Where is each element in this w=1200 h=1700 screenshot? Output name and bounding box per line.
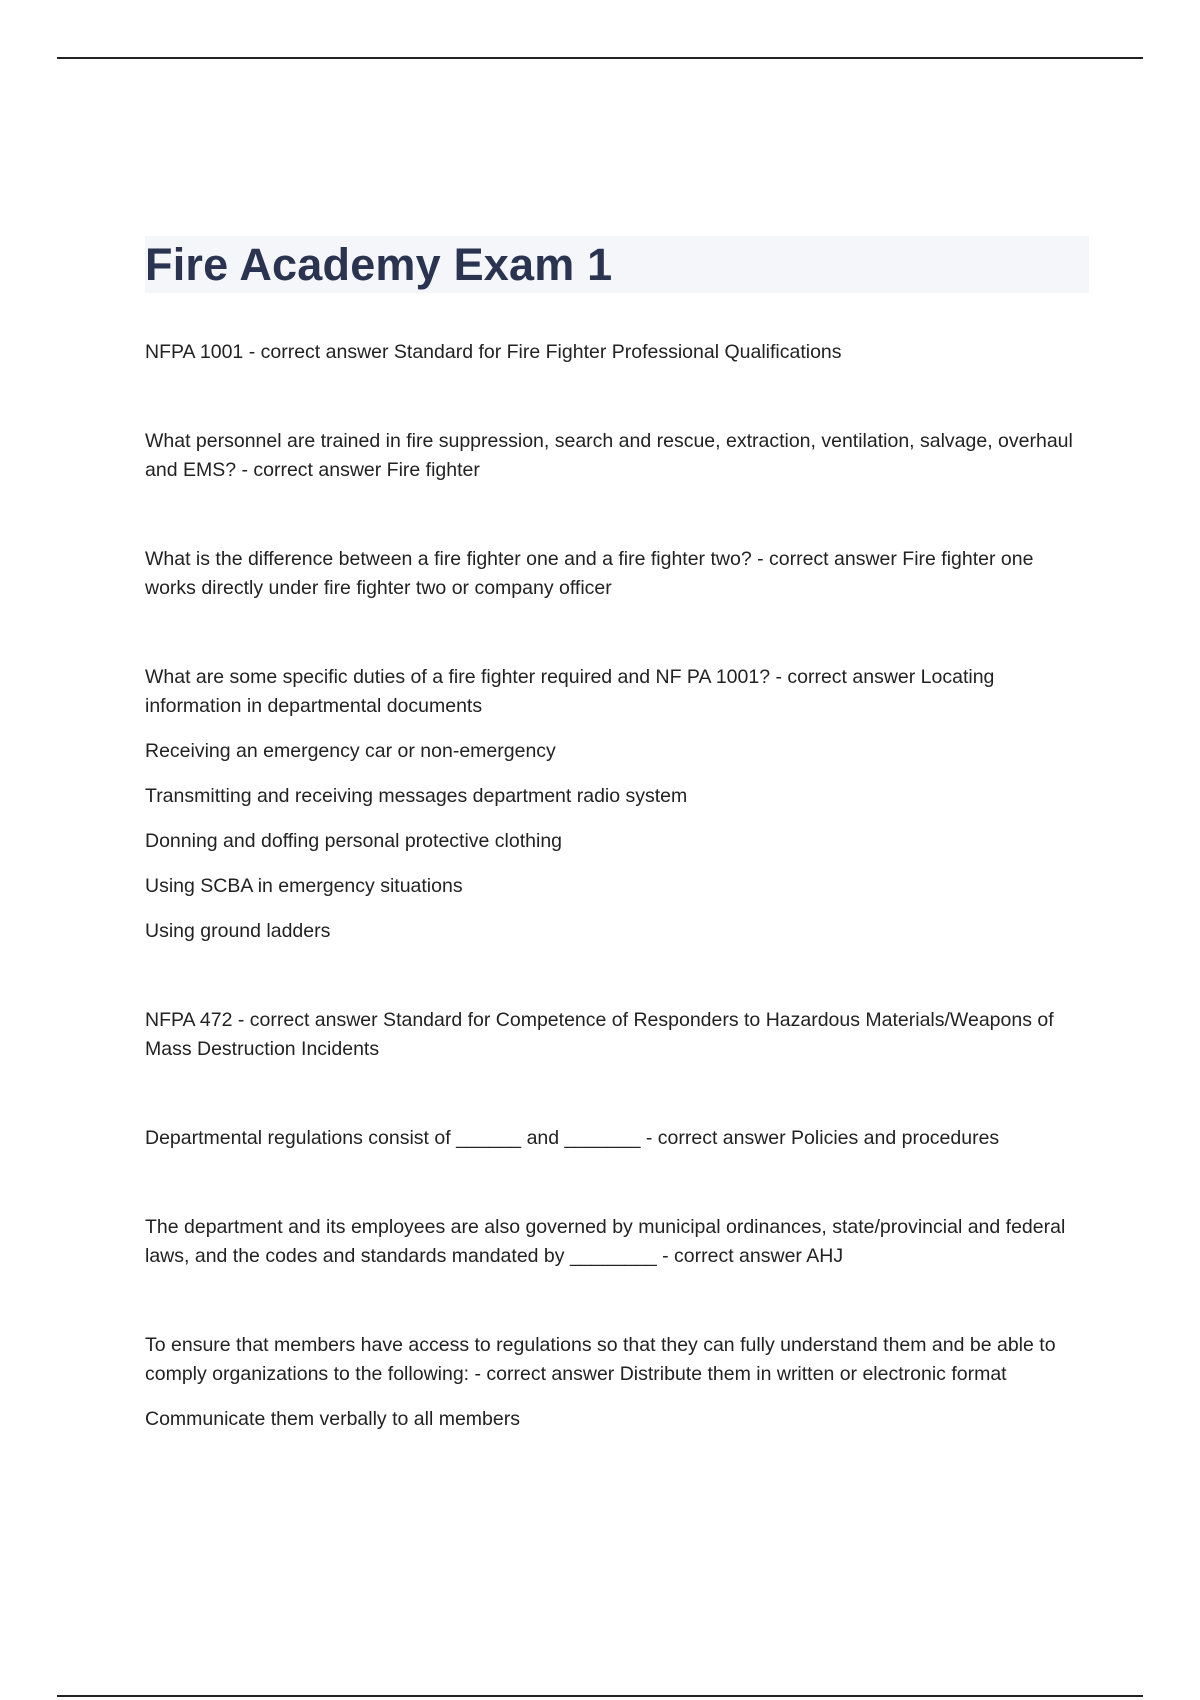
qa-text: Departmental regulations consist of ______ and _______ - correct answer Policies and procedures bbox=[145, 1127, 1000, 1149]
qa-text: What personnel are trained in fire suppression, search and rescue, extraction, ventilation, salvage, overhaul and EMS? - correct answer Fire fighter bbox=[145, 430, 1073, 481]
qa-text: NFPA 1001 - correct answer Standard for Fire Fighter Professional Qualifications bbox=[145, 341, 842, 363]
qa-item bbox=[145, 1213, 1089, 1271]
page-title: Fire Academy Exam 1 bbox=[145, 239, 613, 290]
qa-answer-line: Donning and doffing personal protective clothing bbox=[145, 830, 563, 852]
qa-text: What is the difference between a fire fighter one and a fire fighter two? - correct answer Fire fighter one works directly under fire fighter two or company officer bbox=[145, 548, 1034, 599]
title-banner bbox=[145, 236, 1089, 293]
qa-answer-line: Using SCBA in emergency situations bbox=[145, 875, 463, 897]
qa-text: To ensure that members have access to regulations so that they can fully understand them and be able to comply organizations to the following: - correct answer Distribute them in written or electronic format bbox=[145, 1334, 1056, 1385]
qa-answer-line: Communicate them verbally to all members bbox=[145, 1408, 520, 1430]
qa-item bbox=[145, 1006, 1089, 1064]
top-rule bbox=[57, 57, 1143, 59]
qa-item bbox=[145, 338, 1089, 367]
qa-answer-line: Transmitting and receiving messages department radio system bbox=[145, 785, 688, 807]
qa-text: What are some specific duties of a fire fighter required and NF PA 1001? - correct answer Locating information in departmental documents bbox=[145, 666, 995, 717]
bottom-rule bbox=[57, 1695, 1143, 1697]
qa-answer-line: Receiving an emergency car or non-emergency bbox=[145, 740, 556, 762]
qa-item bbox=[145, 663, 1089, 946]
document-body bbox=[145, 236, 1089, 1434]
qa-text: NFPA 472 - correct answer Standard for Competence of Responders to Hazardous Materials/Weapons of Mass Destruction Incidents bbox=[145, 1009, 1054, 1060]
qa-item bbox=[145, 1331, 1089, 1434]
qa-item bbox=[145, 545, 1089, 603]
qa-text: The department and its employees are also governed by municipal ordinances, state/provincial and federal laws, and the codes and standards mandated by ________ - correct answer AHJ bbox=[145, 1216, 1066, 1267]
qa-item bbox=[145, 427, 1089, 485]
qa-item bbox=[145, 1124, 1089, 1153]
qa-answer-line: Using ground ladders bbox=[145, 920, 331, 942]
